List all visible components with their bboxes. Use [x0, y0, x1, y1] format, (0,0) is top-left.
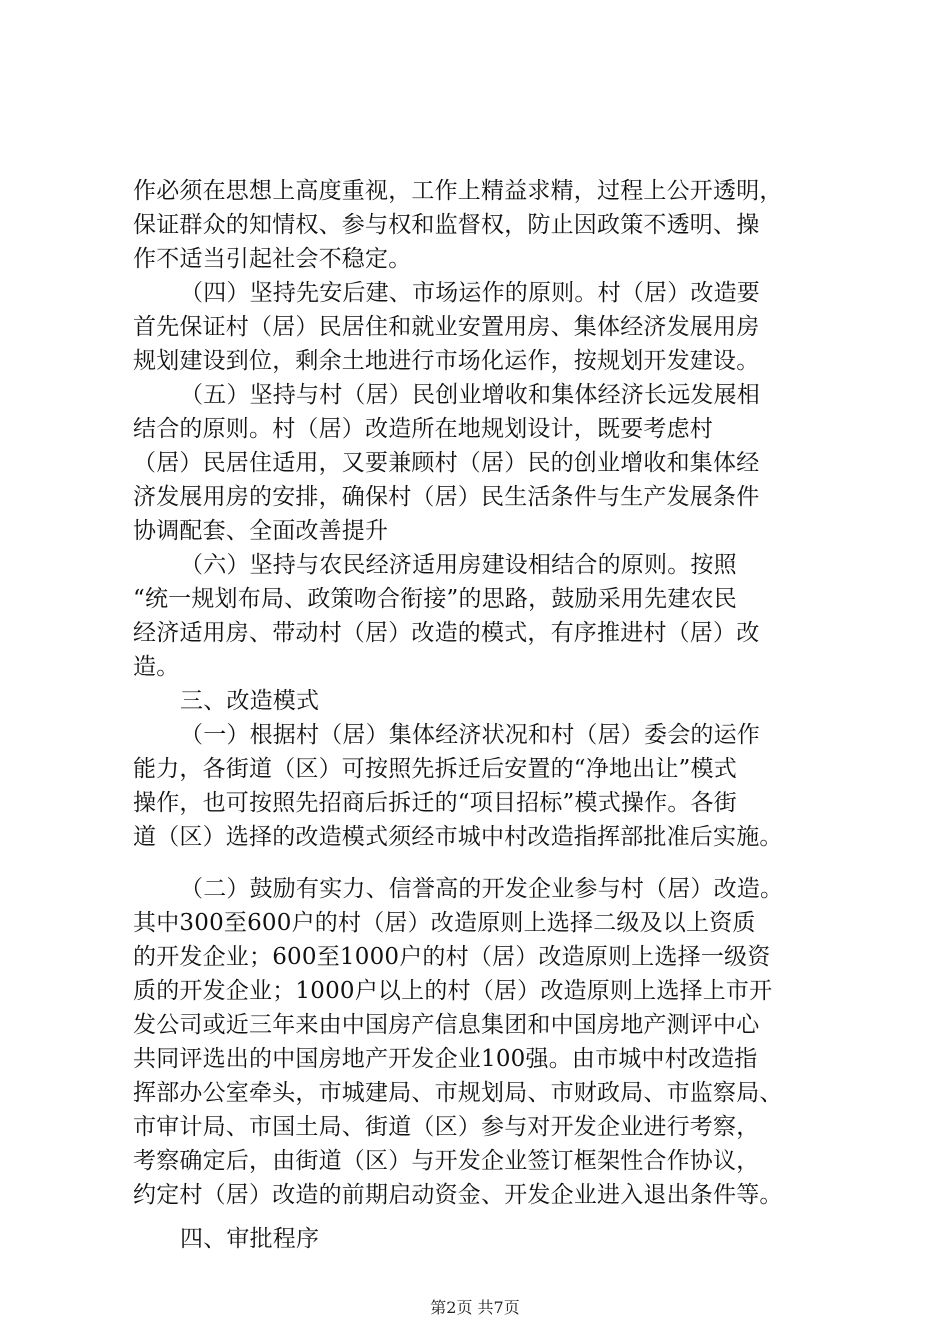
body-text-line: “统一规划布局、政策吻合衔接”的思路，鼓励采用先建农民 — [133, 586, 737, 612]
body-text-line: 挥部办公室牵头，市城建局、市规划局、市财政局、市监察局、 — [133, 1080, 783, 1106]
body-text-line: （六）坚持与农民经济适用房建设相结合的原则。按照 — [180, 552, 737, 578]
body-text-line: 济发展用房的安排，确保村（居）民生活条件与生产发展条件 — [133, 484, 760, 510]
body-text-line: （一）根据村（居）集体经济状况和村（居）委会的运作 — [180, 722, 760, 748]
body-text-line: （五）坚持与村（居）民创业增收和集体经济长远发展相 — [180, 382, 760, 408]
body-text-line: 质的开发企业；1000户以上的村（居）改造原则上选择上市开 — [133, 978, 773, 1004]
body-text-line: 首先保证村（居）民居住和就业安置用房、集体经济发展用房 — [133, 314, 760, 340]
body-text-line: 造。 — [133, 654, 180, 680]
body-text-line: 的开发企业；600至1000户的村（居）改造原则上选择一级资 — [133, 944, 771, 970]
body-text-line: 考察确定后，由街道（区）与开发企业签订框架性合作协议， — [133, 1148, 760, 1174]
body-text-line: 保证群众的知情权、参与权和监督权，防止因政策不透明、操 — [133, 212, 760, 238]
body-text-line: （四）坚持先安后建、市场运作的原则。村（居）改造要 — [180, 280, 760, 306]
body-text-line: 道（区）选择的改造模式须经市城中村改造指挥部批准后实施。 — [133, 824, 783, 850]
section-heading: 四、审批程序 — [180, 1226, 320, 1252]
body-text-line: 市审计局、市国土局、街道（区）参与对开发企业进行考察， — [133, 1114, 760, 1140]
body-text-line: 作不适当引起社会不稳定。 — [133, 246, 412, 272]
page-number-footer: 第2页 共7页 — [430, 1298, 520, 1317]
body-text-line: 操作，也可按照先招商后拆迁的“项目招标”模式操作。各街 — [133, 790, 737, 816]
body-text-line: 发公司或近三年来由中国房产信息集团和中国房地产测评中心 — [133, 1012, 760, 1038]
section-heading: 三、改造模式 — [180, 688, 320, 714]
body-text-line: （居）民居住适用，又要兼顾村（居）民的创业增收和集体经 — [133, 450, 760, 476]
body-text-line: 共同评选出的中国房地产开发企业100强。由市城中村改造指 — [133, 1046, 758, 1072]
body-text-line: （二）鼓励有实力、信誉高的开发企业参与村（居）改造。 — [180, 876, 784, 902]
body-text-line: 能力，各街道（区）可按照先拆迁后安置的“净地出让”模式 — [133, 756, 737, 782]
body-text-line: 结合的原则。村（居）改造所在地规划设计，既要考虑村 — [133, 416, 713, 442]
body-text-line: 约定村（居）改造的前期启动资金、开发企业进入退出条件等。 — [133, 1182, 783, 1208]
body-text-line: 规划建设到位，剩余土地进行市场化运作，按规划开发建设。 — [133, 348, 760, 374]
body-text-line: 其中300至600户的村（居）改造原则上选择二级及以上资质 — [133, 910, 756, 936]
body-text-line: 作必须在思想上高度重视，工作上精益求精，过程上公开透明， — [133, 178, 783, 204]
body-text-line: 经济适用房、带动村（居）改造的模式，有序推进村（居）改 — [133, 620, 760, 646]
body-text-line: 协调配套、全面改善提升 — [133, 518, 389, 544]
